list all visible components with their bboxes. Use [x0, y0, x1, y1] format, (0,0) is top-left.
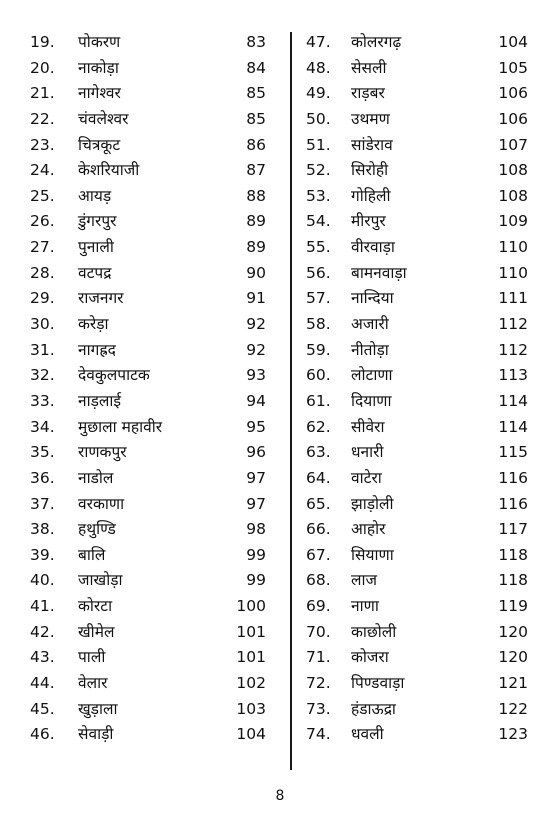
- entry-number: 39.: [30, 545, 55, 564]
- entry-number: 62.: [306, 417, 331, 436]
- entry-number: 19.: [30, 33, 55, 51]
- entry-number: 65.: [306, 494, 331, 513]
- entry-title: मुछाला महावीर: [78, 417, 163, 436]
- toc-entry: [306, 312, 528, 338]
- entry-number: 64.: [306, 468, 331, 487]
- entry-number: 61.: [306, 391, 331, 410]
- entry-page-number: 102: [236, 674, 266, 693]
- entry-title: हंडाऊद्रा: [351, 699, 396, 718]
- entry-title: काछोली: [351, 622, 397, 641]
- entry-number: 73.: [306, 699, 331, 718]
- toc-entry: [306, 594, 528, 620]
- entry-page-number: 91: [246, 289, 266, 308]
- entry-number: 50.: [306, 109, 331, 128]
- toc-entry: [30, 363, 266, 389]
- entry-page-number: 83: [246, 33, 266, 51]
- entry-page-number: 119: [498, 597, 528, 616]
- entry-number: 38.: [30, 520, 55, 539]
- entry-number: 37.: [30, 494, 55, 513]
- entry-page-number: 115: [498, 443, 528, 462]
- entry-title: सीवेरा: [351, 417, 385, 436]
- entry-page-number: 86: [246, 135, 266, 154]
- toc-entry: [30, 492, 266, 518]
- entry-page-number: 109: [498, 212, 528, 231]
- entry-number: 21.: [30, 84, 55, 103]
- entry-page-number: 88: [246, 186, 266, 205]
- entry-number: 45.: [30, 699, 55, 718]
- entry-number: 56.: [306, 263, 331, 282]
- toc-entry: [30, 81, 266, 107]
- entry-number: 55.: [306, 238, 331, 257]
- toc-right-column: [306, 30, 528, 748]
- toc-entry: [306, 286, 528, 312]
- entry-page-number: 100: [236, 597, 266, 616]
- entry-number: 67.: [306, 545, 331, 564]
- toc-entry: [30, 286, 266, 312]
- toc-entry: [306, 543, 528, 569]
- toc-entry: [30, 645, 266, 671]
- entry-page-number: 92: [246, 340, 266, 359]
- entry-page-number: 116: [498, 468, 528, 487]
- entry-page-number: 85: [246, 109, 266, 128]
- entry-page-number: 113: [498, 366, 528, 385]
- entry-title: डुंगरपुर: [78, 212, 117, 231]
- entry-page-number: 116: [498, 494, 528, 513]
- entry-number: 41.: [30, 597, 55, 616]
- toc-entry: [306, 133, 528, 159]
- entry-title: लाज: [351, 571, 378, 590]
- entry-title: राजनगर: [78, 289, 124, 308]
- toc-entry: [306, 466, 528, 492]
- entry-title: बामनवाड़ा: [351, 263, 407, 282]
- entry-title: गोहिली: [351, 186, 391, 205]
- toc-entry: [30, 312, 266, 338]
- toc-entry: [306, 440, 528, 466]
- entry-number: 35.: [30, 443, 55, 462]
- entry-number: 32.: [30, 366, 55, 385]
- entry-number: 36.: [30, 468, 55, 487]
- toc-entry: [30, 56, 266, 82]
- entry-title: सेवाड़ी: [78, 725, 114, 744]
- entry-number: 60.: [306, 366, 331, 385]
- entry-title: खीमेल: [78, 622, 115, 641]
- entry-number: 20.: [30, 58, 55, 77]
- entry-number: 69.: [306, 597, 331, 616]
- entry-number: 30.: [30, 315, 55, 334]
- entry-title: पोकरण: [78, 33, 121, 51]
- entry-page-number: 93: [246, 366, 266, 385]
- toc-entry: [30, 209, 266, 235]
- entry-number: 31.: [30, 340, 55, 359]
- entry-number: 26.: [30, 212, 55, 231]
- page-number: 8: [275, 788, 285, 804]
- entry-title: वीरवाड़ा: [351, 238, 395, 257]
- entry-number: 46.: [30, 725, 55, 744]
- entry-page-number: 123: [498, 725, 528, 744]
- entry-page-number: 103: [236, 699, 266, 718]
- entry-page-number: 106: [498, 109, 528, 128]
- toc-entry: [306, 158, 528, 184]
- entry-page-number: 99: [246, 545, 266, 564]
- entry-page-number: 110: [498, 238, 528, 257]
- toc-entry: [30, 568, 266, 594]
- entry-page-number: 108: [498, 186, 528, 205]
- entry-title: नाकोड़ा: [78, 58, 119, 77]
- entry-page-number: 114: [498, 391, 528, 410]
- entry-title: बालि: [78, 545, 106, 564]
- toc-entry: [30, 158, 266, 184]
- entry-title: पिण्डवाड़ा: [351, 674, 405, 693]
- entry-title: नान्दिया: [351, 289, 394, 308]
- entry-title: नागेश्वर: [78, 84, 121, 103]
- entry-page-number: 110: [498, 263, 528, 282]
- toc-entry: [306, 107, 528, 133]
- entry-number: 70.: [306, 622, 331, 641]
- toc-entry: [30, 133, 266, 159]
- entry-page-number: 120: [498, 648, 528, 667]
- entry-title: देवकुलपाटक: [78, 366, 150, 385]
- entry-number: 27.: [30, 238, 55, 257]
- toc-entry: [30, 389, 266, 415]
- entry-number: 29.: [30, 289, 55, 308]
- toc-entry: [306, 645, 528, 671]
- toc-entry: [306, 620, 528, 646]
- toc-entry: [30, 594, 266, 620]
- entry-title: वटपद्र: [78, 263, 112, 282]
- entry-number: 24.: [30, 161, 55, 180]
- toc-entry: [30, 543, 266, 569]
- entry-number: 48.: [306, 58, 331, 77]
- entry-number: 23.: [30, 135, 55, 154]
- entry-title: सांडेराव: [351, 135, 393, 154]
- entry-page-number: 101: [236, 622, 266, 641]
- entry-page-number: 84: [246, 58, 266, 77]
- entry-page-number: 87: [246, 161, 266, 180]
- entry-number: 58.: [306, 315, 331, 334]
- entry-page-number: 122: [498, 699, 528, 718]
- entry-page-number: 90: [246, 263, 266, 282]
- toc-entry: [306, 184, 528, 210]
- entry-page-number: 96: [246, 443, 266, 462]
- toc-entry: [306, 30, 528, 56]
- entry-page-number: 118: [498, 571, 528, 590]
- entry-number: 54.: [306, 212, 331, 231]
- entry-title: सियाणा: [351, 545, 394, 564]
- toc-entry: [30, 517, 266, 543]
- entry-page-number: 106: [498, 84, 528, 103]
- entry-page-number: 111: [498, 289, 528, 308]
- entry-title: झाड़ोली: [351, 494, 394, 513]
- entry-title: पुनाली: [78, 238, 114, 257]
- entry-title: केशरियाजी: [78, 161, 140, 180]
- entry-number: 40.: [30, 571, 55, 590]
- toc-entry: [306, 492, 528, 518]
- toc-entry: [30, 697, 266, 723]
- entry-title: सेसली: [351, 58, 387, 77]
- toc-entry: [30, 722, 266, 748]
- entry-title: वरकाणा: [78, 494, 125, 513]
- entry-title: कोजरा: [351, 648, 389, 667]
- toc-entry: [306, 517, 528, 543]
- toc-entry: [306, 568, 528, 594]
- entry-page-number: 117: [498, 520, 528, 539]
- entry-number: 63.: [306, 443, 331, 462]
- toc-entry: [30, 415, 266, 441]
- toc-entry: [306, 722, 528, 748]
- entry-number: 47.: [306, 33, 331, 51]
- entry-title: वेलार: [78, 674, 108, 693]
- entry-title: मीरपुर: [351, 212, 386, 231]
- entry-page-number: 108: [498, 161, 528, 180]
- entry-number: 52.: [306, 161, 331, 180]
- entry-page-number: 95: [246, 417, 266, 436]
- entry-page-number: 89: [246, 238, 266, 257]
- toc-entry: [30, 671, 266, 697]
- entry-number: 49.: [306, 84, 331, 103]
- toc-entry: [30, 235, 266, 261]
- toc-entry: [30, 107, 266, 133]
- entry-title: सिरोही: [351, 161, 389, 180]
- column-divider: [290, 32, 292, 770]
- entry-page-number: 92: [246, 315, 266, 334]
- toc-entry: [306, 389, 528, 415]
- toc-entry: [30, 261, 266, 287]
- entry-number: 66.: [306, 520, 331, 539]
- entry-page-number: 118: [498, 545, 528, 564]
- entry-page-number: 121: [498, 674, 528, 693]
- toc-entry: [306, 81, 528, 107]
- entry-title: राणकपुर: [78, 443, 127, 462]
- entry-number: 33.: [30, 391, 55, 410]
- entry-number: 72.: [306, 674, 331, 693]
- toc-entry: [30, 466, 266, 492]
- entry-number: 25.: [30, 186, 55, 205]
- entry-title: कोलरगढ़: [351, 33, 402, 51]
- toc-entry: [306, 671, 528, 697]
- entry-number: 51.: [306, 135, 331, 154]
- entry-number: 43.: [30, 648, 55, 667]
- entry-title: चित्रकूट: [78, 135, 121, 154]
- toc-entry: [306, 338, 528, 364]
- entry-title: नाड़लाई: [78, 391, 122, 410]
- entry-page-number: 98: [246, 520, 266, 539]
- entry-number: 34.: [30, 417, 55, 436]
- entry-title: वाटेरा: [351, 468, 382, 487]
- entry-page-number: 112: [498, 315, 528, 334]
- entry-title: हथुण्डि: [78, 520, 116, 539]
- entry-page-number: 94: [246, 391, 266, 410]
- toc-entry: [30, 30, 266, 56]
- entry-title: नागह्रद: [78, 340, 116, 359]
- entry-title: आयड़: [78, 186, 112, 205]
- entry-number: 59.: [306, 340, 331, 359]
- entry-number: 57.: [306, 289, 331, 308]
- entry-title: लोटाणा: [351, 366, 393, 385]
- entry-page-number: 104: [236, 725, 266, 744]
- entry-number: 22.: [30, 109, 55, 128]
- entry-title: राड़बर: [351, 84, 385, 103]
- toc-entry: [30, 338, 266, 364]
- toc-entry: [30, 620, 266, 646]
- entry-title: दियाणा: [351, 391, 392, 410]
- toc-entry: [306, 261, 528, 287]
- entry-title: चंवलेश्वर: [78, 109, 129, 128]
- entry-page-number: 85: [246, 84, 266, 103]
- toc-entry: [306, 56, 528, 82]
- entry-page-number: 120: [498, 622, 528, 641]
- entry-title: उथमण: [351, 109, 390, 128]
- entry-number: 28.: [30, 263, 55, 282]
- entry-title: नीतोड़ा: [351, 340, 389, 359]
- toc-entry: [306, 415, 528, 441]
- entry-number: 53.: [306, 186, 331, 205]
- entry-number: 71.: [306, 648, 331, 667]
- entry-page-number: 105: [498, 58, 528, 77]
- toc-entry: [30, 440, 266, 466]
- entry-number: 44.: [30, 674, 55, 693]
- entry-page-number: 107: [498, 135, 528, 154]
- entry-title: पाली: [78, 648, 106, 667]
- toc-entry: [306, 697, 528, 723]
- entry-page-number: 101: [236, 648, 266, 667]
- entry-number: 68.: [306, 571, 331, 590]
- entry-page-number: 99: [246, 571, 266, 590]
- entry-title: जाखोड़ा: [78, 571, 123, 590]
- entry-title: खुड़ाला: [78, 699, 118, 718]
- toc-entry: [306, 235, 528, 261]
- entry-title: नाडोल: [78, 468, 114, 487]
- entry-title: अजारी: [351, 315, 389, 334]
- entry-number: 42.: [30, 622, 55, 641]
- entry-title: धवली: [351, 725, 384, 744]
- entry-title: आहोर: [351, 520, 386, 539]
- entry-page-number: 97: [246, 494, 266, 513]
- entry-page-number: 112: [498, 340, 528, 359]
- entry-page-number: 104: [498, 33, 528, 51]
- entry-number: 74.: [306, 725, 331, 744]
- entry-title: कोरटा: [78, 597, 113, 616]
- entry-title: नाणा: [351, 597, 379, 616]
- entry-page-number: 89: [246, 212, 266, 231]
- entry-title: करेड़ा: [78, 315, 109, 334]
- entry-page-number: 97: [246, 468, 266, 487]
- toc-entry: [306, 209, 528, 235]
- toc-entry: [30, 184, 266, 210]
- toc-left-column: [30, 30, 266, 748]
- entry-page-number: 114: [498, 417, 528, 436]
- entry-title: धनारी: [351, 443, 384, 462]
- toc-entry: [306, 363, 528, 389]
